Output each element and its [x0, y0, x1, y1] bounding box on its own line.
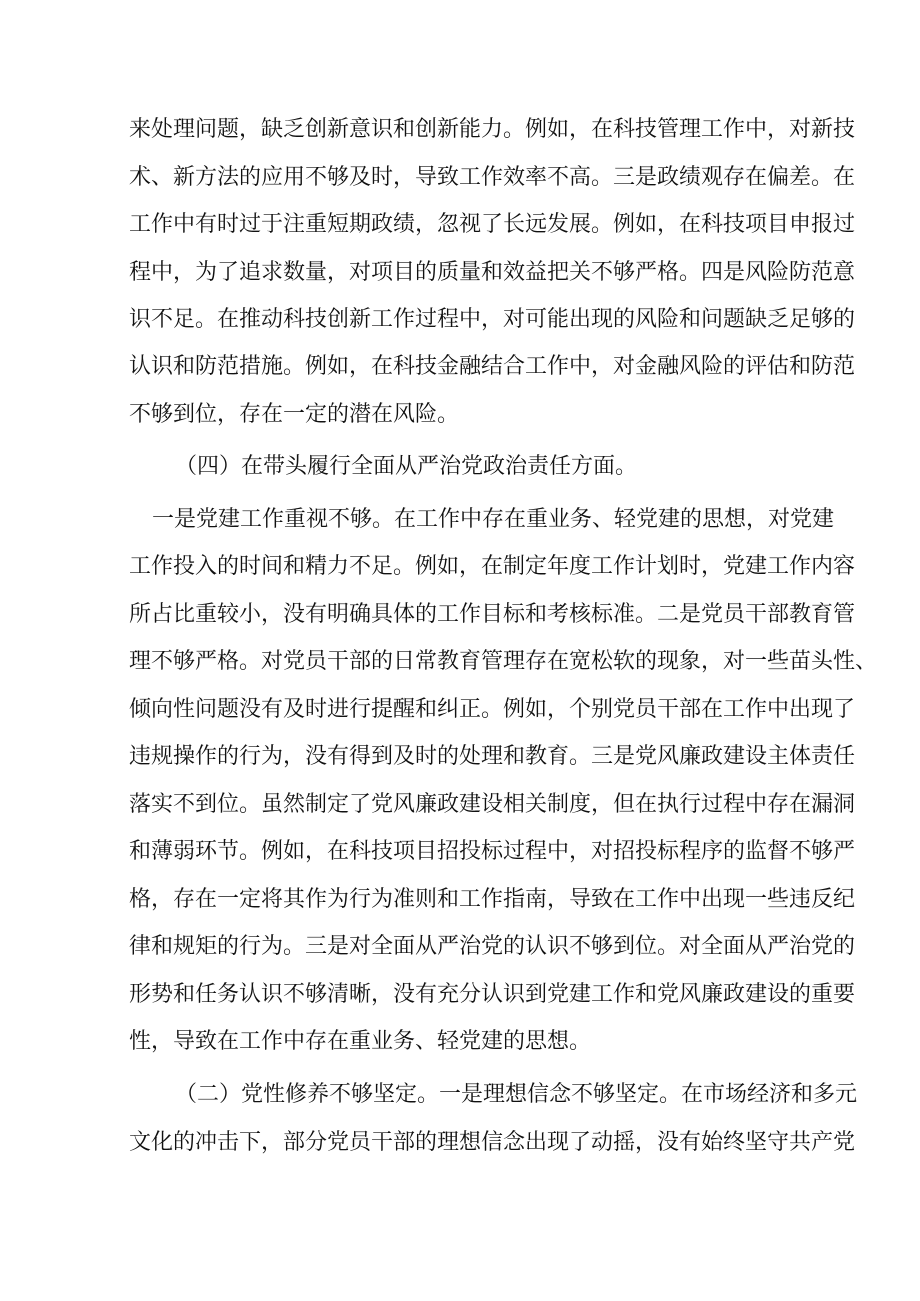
text-line: 倾向性问题没有及时进行提醒和纠正。例如，个别党员干部在工作中出现了: [129, 697, 856, 722]
text-line: 和薄弱环节。例如，在科技项目招投标过程中，对招投标程序的监督不够严: [129, 839, 856, 864]
text-line: 认识和防范措施。例如，在科技金融结合工作中，对金融风险的评估和防范: [129, 354, 856, 379]
text-line: 不够到位，存在一定的潜在风险。: [129, 402, 460, 427]
text-line: 性，导致在工作中存在重业务、轻党建的思想。: [129, 1029, 592, 1054]
text-line: 律和规矩的行为。三是对全面从严治党的认识不够到位。对全面从严治党的: [129, 934, 856, 959]
text-line: （二）党性修养不够坚定。一是理想信念不够坚定。在市场经济和多元: [175, 1082, 858, 1107]
text-line: 所占比重较小，没有明确具体的工作目标和考核标准。二是党员干部教育管: [129, 602, 856, 627]
text-line: 文化的冲击下，部分党员干部的理想信念出现了动摇，没有始终坚守共产党: [129, 1130, 856, 1155]
text-line: 违规操作的行为，没有得到及时的处理和教育。三是党风廉政建设主体责任: [129, 744, 856, 769]
text-line: 识不足。在推动科技创新工作过程中，对可能出现的风险和问题缺乏足够的: [129, 307, 856, 332]
section-heading: （四）在带头履行全面从严治党政治责任方面。: [175, 454, 638, 479]
text-line: 形势和任务认识不够清晰，没有充分认识到党建工作和党风廉政建设的重要: [129, 982, 856, 1007]
text-line: 程中，为了追求数量，对项目的质量和效益把关不够严格。四是风险防范意: [129, 260, 856, 285]
text-line: 术、新方法的应用不够及时，导致工作效率不高。三是政绩观存在偏差。在: [129, 165, 856, 190]
text-line: 工作中有时过于注重短期政绩，忽视了长远发展。例如，在科技项目申报过: [129, 212, 856, 237]
text-line: 一是党建工作重视不够。在工作中存在重业务、轻党建的思想，对党建: [152, 507, 835, 532]
text-line: 来处理问题，缺乏创新意识和创新能力。例如，在科技管理工作中，对新技: [129, 117, 856, 142]
text-line: 格，存在一定将其作为行为准则和工作指南，导致在工作中出现一些违反纪: [129, 887, 856, 912]
text-line: 工作投入的时间和精力不足。例如，在制定年度工作计划时，党建工作内容: [129, 554, 856, 579]
text-line: 落实不到位。虽然制定了党风廉政建设相关制度，但在执行过程中存在漏洞: [129, 792, 856, 817]
text-line: 理不够严格。对党员干部的日常教育管理存在宽松软的现象，对一些苗头性、: [129, 649, 878, 674]
